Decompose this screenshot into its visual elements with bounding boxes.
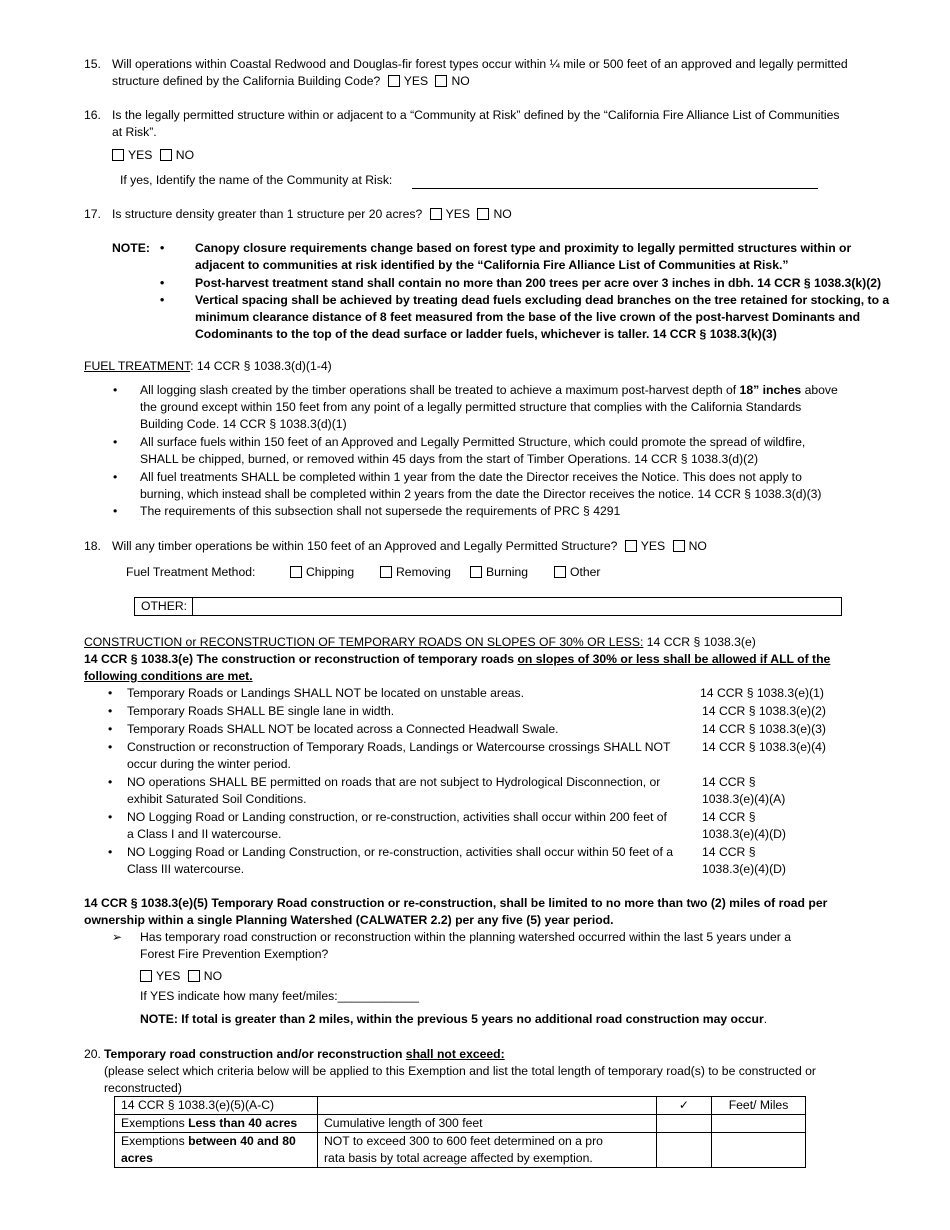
road-item-4-dot: • <box>108 740 113 754</box>
limit-no-label: NO <box>203 969 223 983</box>
roads-intro <box>84 651 844 685</box>
q15-number: 15. <box>84 57 101 71</box>
table-header-row <box>115 1097 806 1115</box>
q16-identify-field[interactable] <box>412 172 818 189</box>
q20-sub-line1: (please select which criteria below will be applied to this Exemption and list the total length of temporary road(s) to be constructed or <box>104 1064 816 1078</box>
road-item-6-line1: NO Logging Road or Landing construction, or re-construction, activities shall occur within 200 feet of <box>127 810 667 824</box>
road-item-6-dot: • <box>108 810 113 824</box>
q20-number: 20. <box>84 1047 101 1061</box>
road-item-7-line1: NO Logging Road or Landing Construction, or re-construction, activities shall occur within 50 feet of a <box>127 845 674 859</box>
road-item-3-ref: 14 CCR § 1038.3(e)(3) <box>702 722 826 736</box>
q17-question <box>112 206 512 223</box>
limit-note-bold: NOTE: If total is greater than 2 miles, within the previous 5 years no additional road construction may occur <box>140 1012 764 1026</box>
row1-feet[interactable] <box>712 1115 806 1133</box>
limit-question <box>140 929 900 963</box>
table-header-feet: Feet/ Miles <box>712 1097 806 1115</box>
note-label: NOTE: <box>112 241 150 255</box>
chipping-checkbox[interactable] <box>290 566 302 578</box>
q17-yes-label: YES <box>445 207 471 221</box>
q17-text: Is structure density greater than 1 structure per 20 acres? <box>112 207 423 221</box>
feet-miles-label: If YES indicate how many feet/miles: <box>140 989 338 1003</box>
q20-title-b: shall not exceed: <box>405 1047 505 1061</box>
limit-feet <box>140 988 419 1005</box>
q16-answers <box>108 147 194 164</box>
note-b3-line1: Vertical spacing shall be achieved by treating dead fuels excluding dead branches on the tree retained for stocking, to a <box>195 293 890 307</box>
note-b1-line1: Canopy closure requirements change based on forest type and proximity to legally permitted structures within or <box>195 241 852 255</box>
limit-line1: 14 CCR § 1038.3(e)(5) Temporary Road construction or re-construction, shall be limited to no more than two (2) miles of road per <box>84 896 828 910</box>
q16-identify-label: If yes, Identify the name of the Community at Risk: <box>120 173 393 187</box>
q15-line2 <box>112 73 912 90</box>
table-header-blank <box>318 1097 657 1115</box>
limit-line2: ownership within a single Planning Watershed (CALWATER 2.2) per any five (5) year period. <box>84 913 614 927</box>
road-item-1-ref: 14 CCR § 1038.3(e)(1) <box>700 686 824 700</box>
q20-title-a: Temporary road construction and/or reconstruction <box>104 1047 406 1061</box>
road-item-5-dot: • <box>108 775 113 789</box>
q16-yes-checkbox[interactable] <box>112 149 124 161</box>
road-item-1: Temporary Roads or Landings SHALL NOT be located on unstable areas. <box>127 686 524 700</box>
roads-intro-a: 14 CCR § 1038.3(e) The construction or reconstruction of temporary roads <box>84 652 518 666</box>
limit-yes-label: YES <box>156 969 181 983</box>
road-item-5 <box>127 774 687 808</box>
road-item-3-dot: • <box>108 722 113 736</box>
limit-question-line1: Has temporary road construction or reconstruction within the planning watershed occurred within the last 5 years under a <box>140 930 792 944</box>
fuel-bullet-4: The requirements of this subsection shall not supersede the requirements of PRC § 4291 <box>140 504 621 518</box>
method-chipping[interactable] <box>286 564 354 581</box>
fuel-b3-line2: burning, which instead shall be completed within 2 years from the date the Director receives the notice. 14 CCR § 1038.3(d)(3) <box>140 487 822 501</box>
roads-heading <box>84 634 756 651</box>
fuel-bullet-2 <box>140 434 920 468</box>
fuel-heading <box>84 358 332 375</box>
checkmark-icon: ✓ <box>657 1097 712 1115</box>
note-bullet-1-dot: • <box>160 241 165 255</box>
fuel-bullet-2-dot: • <box>113 435 118 449</box>
roads-intro-c: following conditions are met. <box>84 669 253 683</box>
fuel-bullet-4-dot: • <box>113 504 118 518</box>
road-item-5-ref: 14 CCR § 1038.3(e)(4)(A) <box>702 775 786 806</box>
chipping-label: Chipping <box>306 565 355 579</box>
burning-checkbox[interactable] <box>470 566 482 578</box>
q16-no-checkbox[interactable] <box>160 149 172 161</box>
row1-check[interactable] <box>657 1115 712 1133</box>
fuel-heading-ref: : 14 CCR § 1038.3(d)(1-4) <box>190 359 332 373</box>
road-item-4-line2: occur during the winter period. <box>127 757 291 771</box>
q16-number: 16. <box>84 108 101 122</box>
q16-line2: at Risk”. <box>112 125 157 139</box>
road-item-7-line2: Class III watercourse. <box>127 862 245 876</box>
note-bullet-2: Post-harvest treatment stand shall contain no more than 200 trees per acre over 3 inches in dbh. 14 CCR § 1038.3(k)(2) <box>195 276 882 290</box>
q16-no-label: NO <box>175 148 195 162</box>
q15-no-label: NO <box>451 74 470 88</box>
road-item-7-dot: • <box>108 845 113 859</box>
q17-yes-checkbox[interactable] <box>430 208 442 220</box>
road-item-4 <box>127 739 687 773</box>
note-b1-line2: adjacent to communities at risk identified by the “California Fire Alliance List of Communities at Risk.” <box>195 258 789 272</box>
fuel-b1-line2: the ground except within 150 feet from any point of a legally permitted structure that complies with the California Standards <box>140 400 802 414</box>
road-item-5-line1: NO operations SHALL BE permitted on roads that are not subject to Hydrological Disconnection, or <box>127 775 661 789</box>
note-b3-line3: Codominants to the top of the dead surface or ladder fuels, whichever is taller. 14 CCR § 1038.3(k)(3) <box>195 327 777 341</box>
limit-note-end: . <box>763 1012 768 1026</box>
fuel-bullet-3 <box>140 469 920 503</box>
fuel-heading-title: FUEL TREATMENT <box>84 359 191 373</box>
road-item-1-dot: • <box>108 686 113 700</box>
other-checkbox[interactable] <box>554 566 566 578</box>
q15-text: structure defined by the California Building Code? <box>112 74 381 88</box>
q18-question <box>112 538 707 555</box>
fuel-bullet-1 <box>140 382 920 433</box>
feet-miles-input[interactable]: ____________ <box>337 989 419 1003</box>
q15-yes-label: YES <box>403 74 429 88</box>
other-input[interactable] <box>194 598 840 615</box>
q18-no-checkbox[interactable] <box>673 540 685 552</box>
note-b3-line2: minimum clearance distance of 8 feet measured from the base of the live crown of the post-harvest Dominants and <box>195 310 861 324</box>
q18-no-label: NO <box>688 539 707 553</box>
road-item-7-ref: 14 CCR § 1038.3(e)(4)(D) <box>702 845 786 876</box>
fuel-bullet-3-dot: • <box>113 470 118 484</box>
road-item-4-ref: 14 CCR § 1038.3(e)(4) <box>702 740 826 754</box>
q15-yes-checkbox[interactable] <box>388 75 400 87</box>
road-item-2-ref: 14 CCR § 1038.3(e)(2) <box>702 704 826 718</box>
limit-yes-checkbox[interactable] <box>140 970 152 982</box>
limit-question-line2: Forest Fire Prevention Exemption? <box>140 947 329 961</box>
q17-number: 17. <box>84 207 101 221</box>
limit-no-checkbox[interactable] <box>188 970 200 982</box>
method-burning[interactable] <box>466 564 528 581</box>
burning-label: Burning <box>486 565 529 579</box>
limit-answers <box>136 968 222 985</box>
fuel-b1-line1: All logging slash created by the timber operations shall be treated to achieve a maximum post-harvest depth of 18” inches above <box>140 383 838 397</box>
road-criteria-table <box>114 1096 806 1168</box>
method-removing[interactable] <box>376 564 451 581</box>
q15-line1: Will operations within Coastal Redwood and Douglas-fir forest types occur within ¼ mile or 500 feet of an approved and legally permitted <box>112 57 848 71</box>
other-label: Other <box>570 565 601 579</box>
note-bullet-3-dot: • <box>160 293 165 307</box>
road-item-6-ref: 14 CCR § 1038.3(e)(4)(D) <box>702 810 786 841</box>
q18-yes-checkbox[interactable] <box>625 540 637 552</box>
note-bullet-2-dot: • <box>160 276 165 290</box>
other-box-label: OTHER: <box>135 598 193 615</box>
road-item-5-line2: exhibit Saturated Soil Conditions. <box>127 792 307 806</box>
removing-label: Removing <box>396 565 451 579</box>
q18-number: 18. <box>84 539 101 553</box>
roads-heading-title: CONSTRUCTION or RECONSTRUCTION OF TEMPORARY ROADS ON SLOPES OF 30% OR LESS: <box>84 635 644 649</box>
q18-yes-label: YES <box>640 539 666 553</box>
note-bullet-1 <box>195 240 895 274</box>
q15-question <box>112 56 912 90</box>
road-item-2-dot: • <box>108 704 113 718</box>
fuel-b2-line1: All surface fuels within 150 feet of an Approved and Legally Permitted Structure, which could promote the spread of wildfire, <box>140 435 806 449</box>
road-item-6 <box>127 809 687 843</box>
q16-line1: Is the legally permitted structure within or adjacent to a “Community at Risk” defined by the “California Fire Alliance List of Communities <box>112 108 840 122</box>
other-box <box>134 597 842 616</box>
row1-label: Exemptions Less than 40 acres <box>115 1115 318 1133</box>
q15-no-checkbox[interactable] <box>435 75 447 87</box>
table-header-ref: 14 CCR § 1038.3(e)(5)(A-C) <box>115 1097 318 1115</box>
q20-title <box>104 1046 505 1063</box>
row2-check[interactable] <box>657 1133 712 1168</box>
q18-text: Will any timber operations be within 150 feet of an Approved and Legally Permitted Structure? <box>112 539 618 553</box>
table-row <box>115 1133 806 1168</box>
fuel-b3-line1: All fuel treatments SHALL be completed within 1 year from the date the Director receives the Notice. This does not apply to <box>140 470 802 484</box>
road-item-4-line1: Construction or reconstruction of Temporary Roads, Landings or Watercourse crossings SHALL NOT <box>127 740 671 754</box>
roads-intro-b: on slopes of 30% or less shall be allowed if ALL of the <box>517 652 831 666</box>
row2-label: Exemptions between 40 and 80 acres <box>115 1133 318 1168</box>
roads-heading-ref: 14 CCR § 1038.3(e) <box>643 635 756 649</box>
row2-feet[interactable] <box>712 1133 806 1168</box>
row1-desc: Cumulative length of 300 feet <box>318 1115 657 1133</box>
removing-checkbox[interactable] <box>380 566 392 578</box>
row2-desc: NOT to exceed 300 to 600 feet determined on a pro rata basis by total acreage affected by exemption. <box>318 1133 657 1168</box>
method-other[interactable] <box>550 564 600 581</box>
fuel-bullet-1-dot: • <box>113 383 118 397</box>
arrow-bullet-icon: ➢ <box>112 930 123 944</box>
q16-yes-label: YES <box>128 148 153 162</box>
q17-no-label: NO <box>493 207 512 221</box>
road-item-3: Temporary Roads SHALL NOT be located across a Connected Headwall Swale. <box>127 722 559 736</box>
road-item-2: Temporary Roads SHALL BE single lane in width. <box>127 704 395 718</box>
q17-no-checkbox[interactable] <box>477 208 489 220</box>
road-item-7 <box>127 844 687 878</box>
table-row <box>115 1115 806 1133</box>
q20-sub-line2: reconstructed) <box>104 1081 182 1095</box>
q20-subtitle <box>104 1063 904 1097</box>
fuel-b2-line2: SHALL be chipped, burned, or removed within 45 days from the start of Timber Operations. 14 CCR § 1038.3(d)(2) <box>140 452 759 466</box>
q16-question <box>112 107 912 141</box>
fuel-method-label: Fuel Treatment Method: <box>126 565 256 579</box>
limit-heading <box>84 895 884 929</box>
note-bullet-3 <box>195 292 895 343</box>
fuel-b1-line3: Building Code. 14 CCR § 1038.3(d)(1) <box>140 417 347 431</box>
limit-note <box>140 1011 900 1028</box>
road-item-6-line2: a Class I and II watercourse. <box>127 827 282 841</box>
